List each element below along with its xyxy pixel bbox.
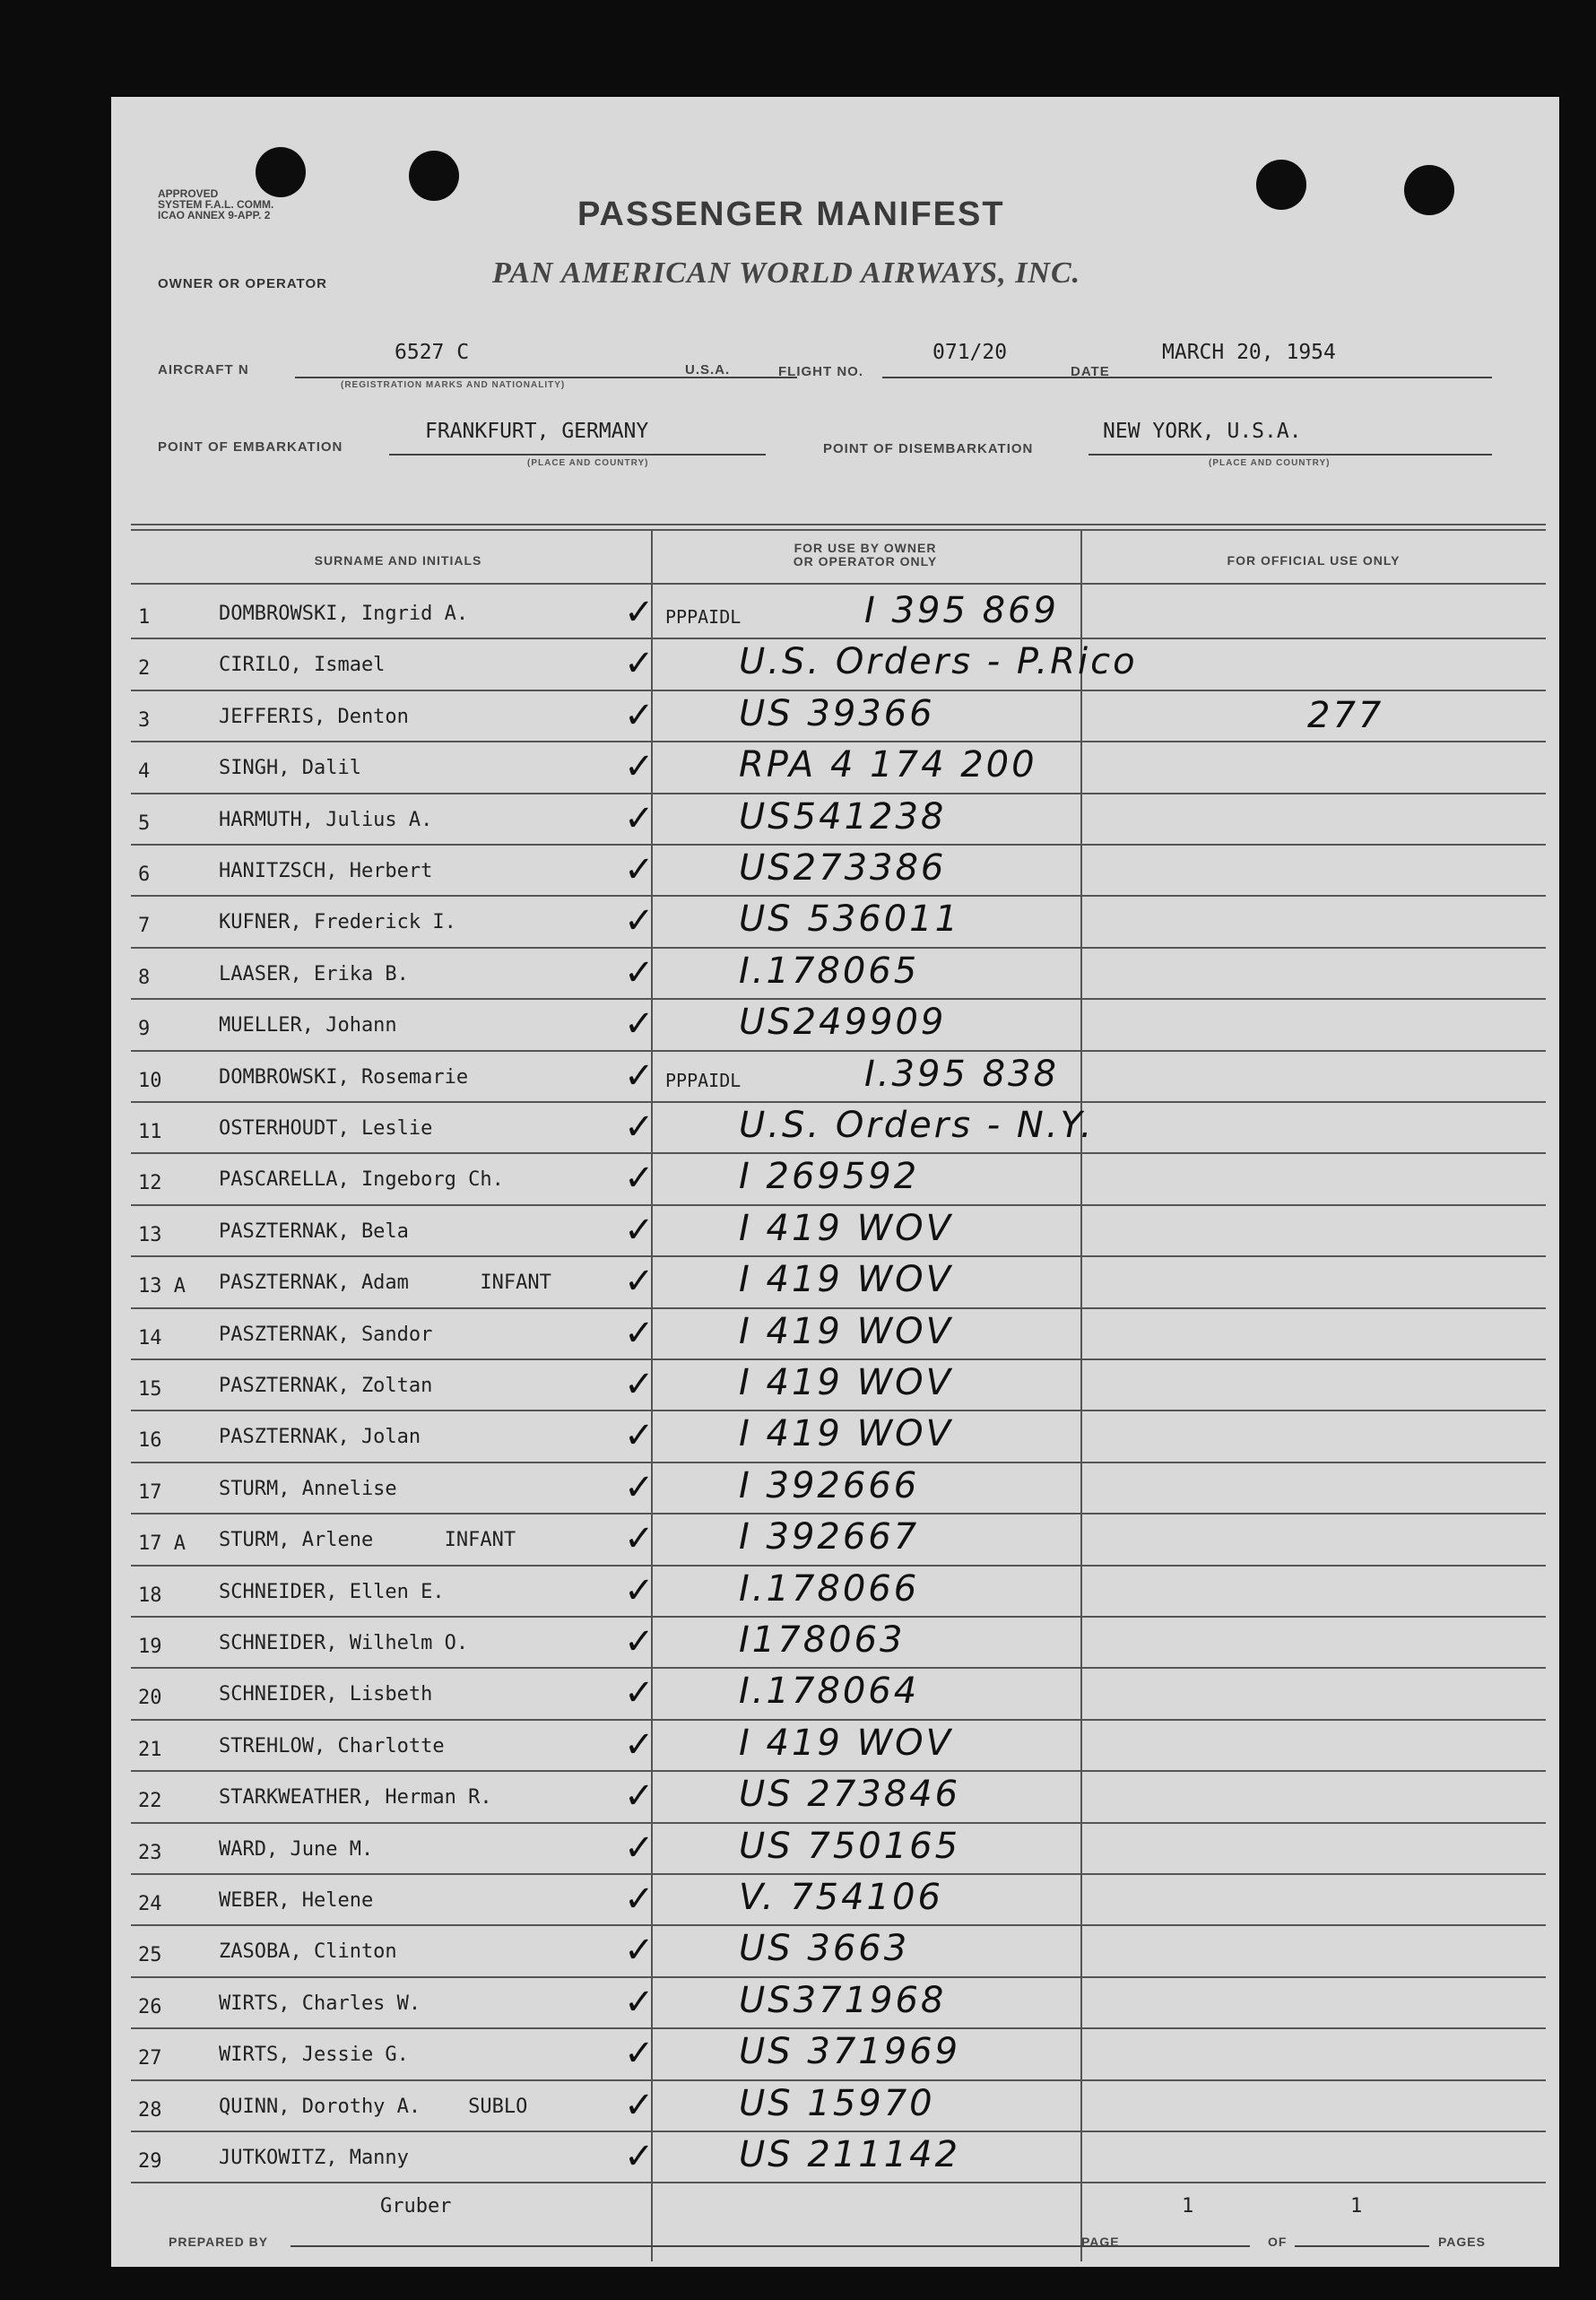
owner-typed-note: PPPAIDL <box>665 606 742 628</box>
passenger-name: STURM, Arlene INFANT <box>219 1529 516 1552</box>
check-mark: ✓ <box>624 694 655 736</box>
passport-number: I 419 WOV <box>739 1310 953 1352</box>
row-rule <box>131 1410 1546 1411</box>
passport-number: I 269592 <box>739 1156 920 1198</box>
row-number: 13 <box>138 1223 162 1246</box>
passport-number: I.178066 <box>739 1567 920 1610</box>
check-mark: ✓ <box>624 951 655 994</box>
row-number: 13 A <box>138 1275 186 1298</box>
check-mark: ✓ <box>624 900 655 942</box>
row-rule <box>131 1204 1546 1206</box>
row-number: 10 <box>138 1069 162 1092</box>
passenger-name: QUINN, Dorothy A. SUBLO <box>219 2095 528 2118</box>
passenger-name: SINGH, Dalil <box>219 757 361 780</box>
row-number: 27 <box>138 2047 162 2070</box>
row-number: 8 <box>138 966 151 989</box>
row-number: 4 <box>138 760 151 784</box>
check-mark: ✓ <box>624 1158 655 1200</box>
row-rule <box>131 690 1546 691</box>
row-rule <box>131 1101 1546 1103</box>
passenger-name: WARD, June M. <box>219 1837 374 1861</box>
row-rule <box>131 2182 1546 2183</box>
passport-number: V. 754106 <box>739 1877 943 1918</box>
row-rule <box>131 1976 1546 1978</box>
page-number: 1 <box>1182 2195 1194 2218</box>
passport-number: RPA 4 174 200 <box>739 744 1037 786</box>
row-number: 16 <box>138 1429 162 1453</box>
passenger-name: KUFNER, Frederick I. <box>219 911 456 934</box>
column-divider <box>1080 531 1082 2261</box>
check-mark: ✓ <box>624 1364 655 1405</box>
check-mark: ✓ <box>624 1723 655 1766</box>
pages-underline <box>1295 2245 1429 2247</box>
passport-number: US371968 <box>739 1979 947 2021</box>
passenger-name: STURM, Annelise <box>219 1477 397 1500</box>
check-mark: ✓ <box>624 1312 655 1354</box>
prepared-underline <box>291 2245 1124 2247</box>
row-number: 17 <box>138 1480 162 1504</box>
passenger-name: MUELLER, Johann <box>219 1014 397 1037</box>
table-top-rule <box>131 524 1546 525</box>
passenger-name: JEFFERIS, Denton <box>219 705 409 728</box>
row-rule <box>131 2079 1546 2081</box>
passenger-name: WIRTS, Jessie G. <box>219 2044 409 2067</box>
row-rule <box>131 1513 1546 1515</box>
check-mark: ✓ <box>624 1415 655 1457</box>
row-number: 28 <box>138 2098 162 2122</box>
check-mark: ✓ <box>624 1672 655 1714</box>
row-rule <box>131 1822 1546 1824</box>
passport-number: I 419 WOV <box>739 1259 953 1301</box>
passenger-name: DOMBROWSKI, Rosemarie <box>219 1065 469 1089</box>
approval-stamp: APPROVED SYSTEM F.A.L. COMM. ICAO ANNEX 9-APP. 2 <box>158 187 274 221</box>
passport-number: I.178065 <box>739 950 920 992</box>
row-rule <box>131 1307 1546 1309</box>
place-note: (PLACE AND COUNTRY) <box>1209 458 1331 468</box>
row-rule <box>131 1255 1546 1257</box>
check-mark: ✓ <box>624 1518 655 1560</box>
passport-number: US 536011 <box>739 898 961 941</box>
passenger-name: STREHLOW, Charlotte <box>219 1734 445 1758</box>
owner-typed-note: PPPAIDL <box>665 1069 742 1091</box>
passenger-name: LAASER, Erika B. <box>219 962 409 985</box>
passport-number: US249909 <box>739 1002 947 1044</box>
date-label: DATE <box>1071 364 1110 379</box>
row-number: 21 <box>138 1738 162 1761</box>
page-label: PAGE <box>1081 2235 1120 2249</box>
passport-number: I 419 WOV <box>739 1207 953 1249</box>
passenger-name: HANITZSCH, Herbert <box>219 860 433 882</box>
punch-hole <box>1256 160 1306 210</box>
row-rule <box>131 1565 1546 1567</box>
check-mark: ✓ <box>624 1569 655 1611</box>
passport-number: US 39366 <box>739 692 935 734</box>
row-number: 20 <box>138 1687 162 1710</box>
check-mark: ✓ <box>624 1621 655 1662</box>
embarkation-value: FRANKFURT, GERMANY <box>425 420 649 443</box>
passenger-name: WIRTS, Charles W. <box>219 1992 421 2015</box>
row-number: 12 <box>138 1172 162 1195</box>
row-rule <box>131 1873 1546 1875</box>
row-number: 1 <box>138 606 151 629</box>
check-mark: ✓ <box>624 1466 655 1508</box>
passport-number: I 419 WOV <box>739 1722 953 1764</box>
date-value: MARCH 20, 1954 <box>1162 341 1336 364</box>
check-mark: ✓ <box>624 1930 655 1972</box>
passenger-name: PASZTERNAK, Jolan <box>219 1426 421 1449</box>
passport-number: I.395 838 <box>864 1053 1059 1095</box>
row-number: 9 <box>138 1018 151 1041</box>
passenger-name: WEBER, Helene <box>219 1889 374 1912</box>
check-mark: ✓ <box>624 1261 655 1303</box>
check-mark: ✓ <box>624 1775 655 1818</box>
row-rule <box>131 844 1546 846</box>
check-mark: ✓ <box>624 1055 655 1097</box>
row-number: 11 <box>138 1121 162 1143</box>
passport-number: I178063 <box>739 1619 906 1661</box>
row-rule <box>131 947 1546 949</box>
row-number: 18 <box>138 1584 162 1607</box>
passport-number: US 15970 <box>739 2082 935 2124</box>
row-number: 25 <box>138 1944 162 1967</box>
embarkation-underline <box>389 454 766 456</box>
airline-name: PAN AMERICAN WORLD AIRWAYS, INC. <box>492 256 1081 290</box>
check-mark: ✓ <box>624 1107 655 1148</box>
row-rule <box>131 1719 1546 1721</box>
row-number: 15 <box>138 1378 162 1401</box>
country-label: U.S.A. <box>685 362 731 378</box>
punch-hole <box>1404 165 1454 215</box>
disembarkation-value: NEW YORK, U.S.A. <box>1103 420 1302 443</box>
table-top-rule <box>131 529 1546 531</box>
row-rule <box>131 741 1546 742</box>
manifest-sheet <box>111 97 1559 2267</box>
passenger-name: HARMUTH, Julius A. <box>219 808 433 831</box>
preparer-signature: Gruber <box>380 2195 452 2218</box>
page-underline <box>1124 2245 1250 2247</box>
row-rule <box>131 1152 1546 1154</box>
row-number: 22 <box>138 1790 162 1813</box>
total-pages: 1 <box>1350 2195 1363 2218</box>
row-rule <box>131 1616 1546 1618</box>
passenger-name: STARKWEATHER, Herman R. <box>219 1786 492 1810</box>
passport-number: U.S. Orders - P.Rico <box>739 641 1138 683</box>
aircraft-value: 6527 C <box>395 341 470 364</box>
check-mark: ✓ <box>624 643 655 685</box>
passenger-name: SCHNEIDER, Wilhelm O. <box>219 1632 469 1654</box>
owner-label: OWNER OR OPERATOR <box>158 276 327 291</box>
prepared-label: PREPARED BY <box>169 2235 269 2249</box>
check-mark: ✓ <box>624 2136 655 2177</box>
passport-number: I 395 869 <box>864 590 1059 631</box>
check-mark: ✓ <box>624 1209 655 1251</box>
row-rule <box>131 638 1546 639</box>
aircraft-label: AIRCRAFT N <box>158 362 249 378</box>
row-number: 23 <box>138 1841 162 1864</box>
row-rule <box>131 1924 1546 1926</box>
passport-number: US 211142 <box>739 2134 961 2175</box>
row-rule <box>131 1667 1546 1669</box>
passport-number: US 3663 <box>739 1928 910 1970</box>
row-number: 14 <box>138 1326 162 1350</box>
passenger-name: SCHNEIDER, Ellen E. <box>219 1580 445 1603</box>
passport-number: US273386 <box>739 847 947 889</box>
passenger-name: ZASOBA, Clinton <box>219 1940 397 1964</box>
passenger-name: PASZTERNAK, Bela <box>219 1219 409 1243</box>
row-rule <box>131 1462 1546 1463</box>
row-rule <box>131 2027 1546 2029</box>
passport-number: US 273846 <box>739 1774 961 1816</box>
row-rule <box>131 895 1546 897</box>
row-rule <box>131 1050 1546 1052</box>
passport-number: US 371969 <box>739 2031 961 2073</box>
row-rule <box>131 793 1546 794</box>
row-number: 3 <box>138 708 151 732</box>
check-mark: ✓ <box>624 849 655 890</box>
check-mark: ✓ <box>624 746 655 788</box>
row-number: 24 <box>138 1893 162 1915</box>
passenger-name: PASCARELLA, Ingeborg Ch. <box>219 1168 504 1192</box>
place-note: (PLACE AND COUNTRY) <box>527 458 649 468</box>
passenger-name: OSTERHOUDT, Leslie <box>219 1117 433 1140</box>
passport-number: U.S. Orders - N.Y. <box>739 1105 1095 1146</box>
row-rule <box>131 1770 1546 1772</box>
check-mark: ✓ <box>624 1879 655 1920</box>
row-number: 17 A <box>138 1532 186 1556</box>
check-mark: ✓ <box>624 1827 655 1869</box>
of-label: OF <box>1268 2235 1288 2249</box>
check-mark: ✓ <box>624 797 655 839</box>
flight-value: 071/20 <box>932 341 1008 364</box>
embarkation-label: POINT OF EMBARKATION <box>158 439 343 455</box>
passenger-name: PASZTERNAK, Sandor <box>219 1323 433 1346</box>
registration-note: (REGISTRATION MARKS AND NATIONALITY) <box>341 380 566 390</box>
check-mark: ✓ <box>624 1981 655 2023</box>
passport-number: I 419 WOV <box>739 1413 953 1455</box>
official-note: 277 <box>1307 694 1384 736</box>
passenger-name: JUTKOWITZ, Manny <box>219 2147 409 2169</box>
passport-number: US 750165 <box>739 1825 961 1867</box>
passport-number: I 392667 <box>739 1516 920 1558</box>
column-header-owner: FOR USE BY OWNER OR OPERATOR ONLY <box>793 541 938 568</box>
passenger-name: PASZTERNAK, Zoltan <box>219 1375 433 1397</box>
passport-number: I 419 WOV <box>739 1362 953 1403</box>
row-number: 29 <box>138 2150 162 2173</box>
row-number: 26 <box>138 1995 162 2018</box>
check-mark: ✓ <box>624 2033 655 2075</box>
punch-hole <box>409 151 459 201</box>
row-number: 6 <box>138 864 151 886</box>
disembarkation-underline <box>1089 454 1492 456</box>
passenger-name: SCHNEIDER, Lisbeth <box>219 1683 433 1706</box>
passenger-name: PASZTERNAK, Adam INFANT <box>219 1272 551 1295</box>
row-number: 2 <box>138 657 151 681</box>
check-mark: ✓ <box>624 2084 655 2126</box>
row-number: 19 <box>138 1636 162 1658</box>
row-number: 7 <box>138 915 151 938</box>
pages-label: PAGES <box>1438 2235 1486 2249</box>
header-rule <box>131 583 1546 585</box>
passport-number: US541238 <box>739 795 947 838</box>
disembarkation-label: POINT OF DISEMBARKATION <box>823 441 1034 456</box>
row-rule <box>131 1358 1546 1360</box>
passport-number: I.178064 <box>739 1671 920 1713</box>
check-mark: ✓ <box>624 1003 655 1046</box>
column-header-official: FOR OFFICIAL USE ONLY <box>1227 553 1401 568</box>
date-underline <box>1115 377 1492 378</box>
row-rule <box>131 998 1546 1000</box>
row-number: 5 <box>138 812 151 835</box>
passenger-name: CIRILO, Ismael <box>219 654 386 677</box>
row-rule <box>131 2131 1546 2132</box>
column-header-surname: SURNAME AND INITIALS <box>314 553 482 568</box>
page-title: PASSENGER MANIFEST <box>577 195 1005 233</box>
flight-label: FLIGHT NO. <box>778 364 863 379</box>
passport-number: I 392666 <box>739 1464 920 1506</box>
passenger-name: DOMBROWSKI, Ingrid A. <box>219 603 469 625</box>
check-mark: ✓ <box>624 592 655 633</box>
